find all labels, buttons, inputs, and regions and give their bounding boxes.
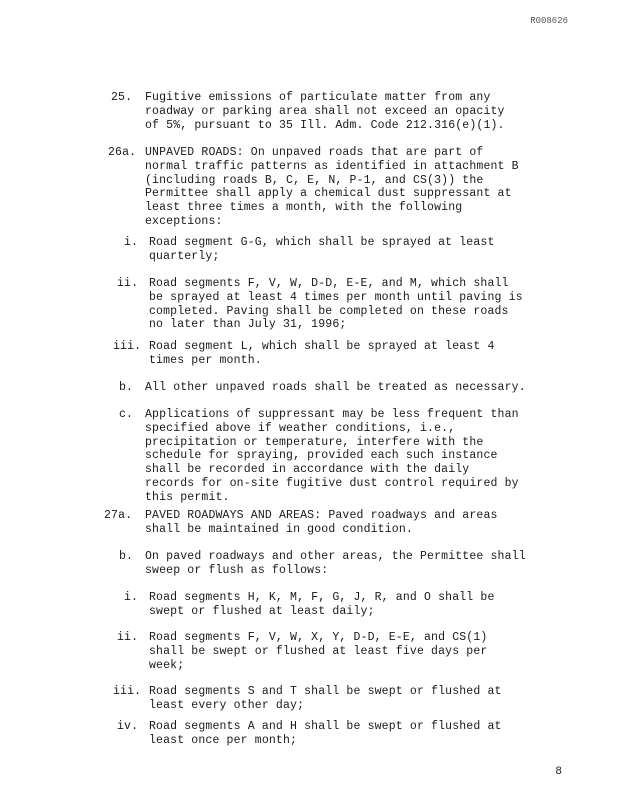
item-text: Fugitive emissions of particulate matter from any roadway or parking area shall not exceed an opacity of 5%, pursuant to 35 Ill. Adm. Code 212.316(e)(1). [145,91,505,132]
item-label: b. [119,381,134,394]
item-text: All other unpaved roads shall be treated as necessary. [145,381,526,394]
page-code: R008626 [530,16,568,26]
item-label: ii. [117,631,139,644]
item-label: 25. [111,91,133,104]
item-text: On paved roadways and other areas, the Permittee shall sweep or flush as follows: [145,550,526,577]
item-label: c. [119,408,134,421]
page-number: 8 [555,766,562,778]
item-text: Road segments F, V, W, D-D, E-E, and M, which shall be sprayed at least 4 times per month until paving is completed. Paving shall be completed on these roads no later than July 31, 1996; [149,277,523,332]
item-text: Road segment G-G, which shall be sprayed at least quarterly; [149,236,495,263]
item-label: iii. [113,340,142,353]
item-text: UNPAVED ROADS: On unpaved roads that are part of normal traffic patterns as identified in attachment B (including roads B, C, E, N, P-1, and CS(3)) the Permittee shall apply a chemical dust suppressant at least three times a month, with the following exceptions: [145,146,519,228]
item-text: Applications of suppressant may be less frequent than specified above if weather conditions, i.e., precipitation or temperature, interfere with the schedule for spraying, provided each such instance shall be recorded in accordance with the daily records for on-site fugitive dust control required by this permit. [145,408,519,504]
item-label: iii. [113,685,142,698]
item-label: ii. [117,277,139,290]
item-text: Road segment L, which shall be sprayed at least 4 times per month. [149,340,495,367]
item-label: 27a. [104,509,133,522]
item-label: b. [119,550,134,563]
item-text: Road segments H, K, M, F, G, J, R, and O shall be swept or flushed at least daily; [149,591,495,618]
item-label: i. [124,236,139,249]
item-text: Road segments F, V, W, X, Y, D-D, E-E, and CS(1) shall be swept or flushed at least five days per week; [149,631,488,672]
item-label: i. [124,591,139,604]
item-text: Road segments A and H shall be swept or flushed at least once per month; [149,720,502,747]
item-label: 26a. [108,146,137,159]
item-text: PAVED ROADWAYS AND AREAS: Paved roadways and areas shall be maintained in good condition. [145,509,498,536]
item-label: iv. [117,720,139,733]
item-text: Road segments S and T shall be swept or flushed at least every other day; [149,685,502,712]
